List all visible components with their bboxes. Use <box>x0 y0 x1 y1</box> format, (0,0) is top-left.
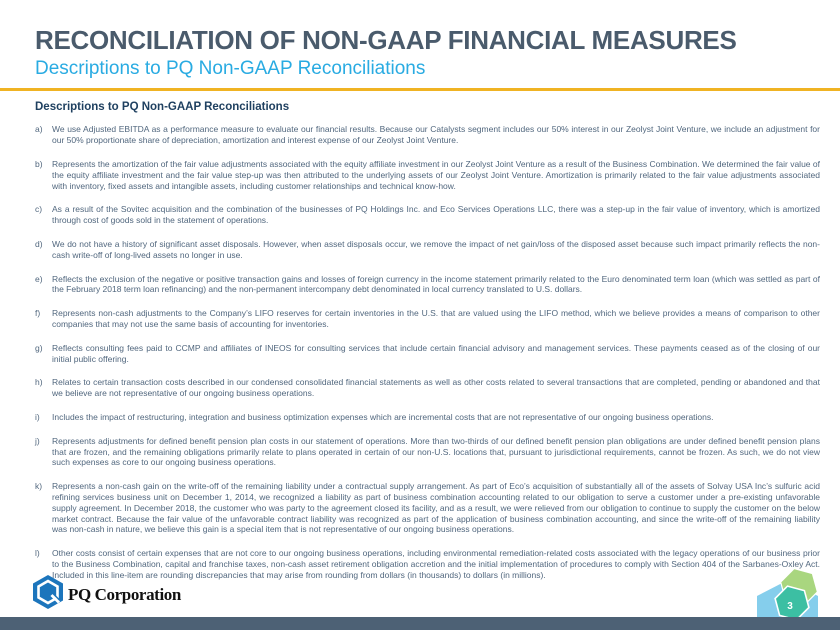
list-item <box>35 159 820 191</box>
notes-list <box>35 124 820 580</box>
list-item <box>35 436 820 468</box>
item-text: We do not have a history of significant asset disposals. However, when asset disposals occur, we remove the impact of net gain/loss of the disposed asset because such impact primarily reflects the non-cash write-off of long-lived assets no longer in use. <box>52 239 820 260</box>
item-letter: g) <box>35 342 43 353</box>
item-text: As a result of the Sovitec acquisition and the combination of the businesses of PQ Holdings Inc. and Eco Services Operations LLC, there was a step-up in the fair value of inventory, which is amortized through cost of goods sold in the statement of operations. <box>52 204 820 226</box>
item-letter: i) <box>35 412 40 423</box>
item-text: We use Adjusted EBITDA as a performance measure to evaluate our financial results. Because our Catalysts segment includes our 50% interest in our Zeolyst Joint Venture, we include an adjustment for our 50% proportionate share of depreciation, amortization and interest expense of our Zeolyst Joint Venture. <box>52 124 820 146</box>
list-item <box>35 481 820 535</box>
section-heading: Descriptions to PQ Non-GAAP Reconciliations <box>35 101 290 114</box>
item-text: Includes the impact of restructuring, integration and business optimization expenses which are incremental costs that are not representative of our ongoing business operations. <box>52 412 714 423</box>
item-letter: j) <box>35 435 40 446</box>
item-letter: e) <box>35 273 43 284</box>
list-item <box>35 239 820 261</box>
corner-decoration <box>755 565 840 617</box>
list-item <box>35 204 820 226</box>
item-letter: b) <box>35 159 43 170</box>
list-item <box>35 412 820 423</box>
slide-title: RECONCILIATION OF NON-GAAP FINANCIAL MEASURES <box>35 25 737 55</box>
list-item <box>35 308 820 330</box>
slide-body <box>0 91 840 580</box>
item-letter: c) <box>35 204 43 215</box>
bottom-bar <box>0 617 840 630</box>
pq-corporation-logo <box>33 575 181 614</box>
item-text: Relates to certain transaction costs described in our condensed consolidated financial statements as well as other costs related to several transactions that are completed, pending or abandoned and that we believe are not representative of our ongoing business operations. <box>52 377 820 399</box>
item-text: Reflects consulting fees paid to CCMP and affiliates of INEOS for consulting services that include certain financial advisory and management services. These payments ceased as of the closing of our initial public offering. <box>52 342 820 364</box>
item-letter: k) <box>35 481 43 492</box>
item-letter: h) <box>35 377 43 388</box>
item-letter: a) <box>35 124 43 135</box>
item-text: Represents non-cash adjustments to the Company’s LIFO reserves for certain inventories in the U.S. that are valued using the LIFO method, which we believe provides a means of comparison to other companies that may not use the same basis of accounting for inventories. <box>52 308 820 330</box>
list-item <box>35 377 820 399</box>
pq-hexagon-logo-icon <box>33 575 63 614</box>
list-item <box>35 124 820 146</box>
list-item <box>35 343 820 365</box>
item-letter: f) <box>35 308 41 319</box>
corner-decoration-shapes <box>755 565 840 617</box>
item-letter: l) <box>35 548 40 559</box>
item-letter: d) <box>35 239 43 250</box>
item-text: Reflects the exclusion of the negative or positive transaction gains and losses of foreign currency in the income statement primarily related to the Euro denominated term loan (which was settled as part of the February 2018 term loan refinancing) and the non-permanent intercompany debt denominated in local currency translated to U.S. dollars. <box>52 273 820 295</box>
item-text: Represents a non-cash gain on the write-off of the remaining liability under a contractual supply arrangement. As part of Eco’s acquisition of substantially all of the assets of Solvay USA Inc’s sulfuric acid refining services business unit on December 1, 2014, we recognized a liability as part of business combination accounting related to our obligation to serve a customer under a pre-existing unfavorable supply agreement. In December 2018, the customer who was party to the agreement closed its facility, and as a result, we were relieved from our obligation to continue to supply the customer on the below market contract. Because the fair value of the unfavorable contract liability was recognized as part of the application of business combination accounting, and since the write-off of the remaining liability was non-cash in nature, we believe this gain is a special item that is not representative of our ongoing business operations. <box>52 481 820 535</box>
logo-text: PQ Corporation <box>68 584 181 604</box>
item-text: Represents the amortization of the fair value adjustments associated with the equity affiliate investment in our Zeolyst Joint Venture as a result of the Business Combination. We determined the fair value of the equity affiliate investment and the fair value step-up was then attributed to the underlying assets of our Zeolyst Joint Venture. Amortization is primarily related to the fair value adjustments associated with inventory, fixed assets and intangible assets, including customer relationships and technical know-how. <box>52 159 820 191</box>
list-item <box>35 274 820 296</box>
item-text: Other costs consist of certain expenses that are not core to our ongoing business operations, including environmental remediation-related costs associated with the legacy operations of our business prior to the Business Combination, capital and franchise taxes, non-cash asset retirement obligation accretion and the initial implementation of procedures to comply with Section 404 of the Sarbanes-Oxley Act. Included in this line-item are rounding discrepancies that may arise from rounding from dollars (in thousands) to dollars (in millions). <box>52 548 820 580</box>
slide-header <box>0 0 840 79</box>
item-text: Represents adjustments for defined benefit pension plan costs in our statement of operations. More than two-thirds of our defined benefit pension plan obligations are under defined benefit pension plans that are frozen, and the remaining obligations primarily relate to plans operated in certain of our non-U.S. locations that, pursuant to jurisdictional requirements, cannot be frozen. As such, we do not view such expenses as core to our ongoing business operations. <box>52 435 820 468</box>
slide-subtitle: Descriptions to PQ Non-GAAP Reconciliations <box>35 57 426 79</box>
page-number: 3 <box>787 601 793 612</box>
